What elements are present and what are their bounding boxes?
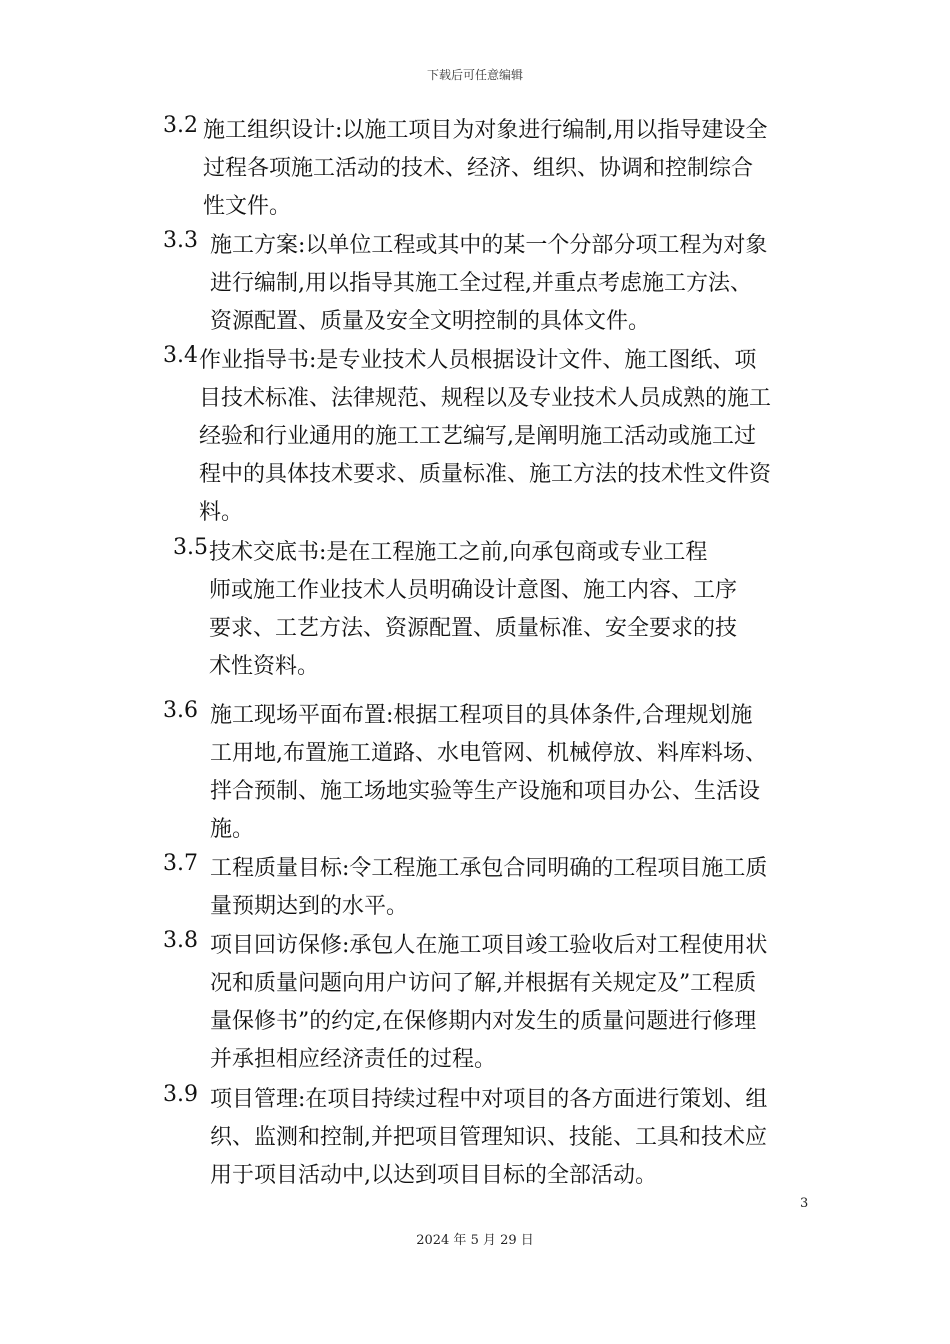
clause-text-line: 要求、工艺方法、资源配置、质量标准、安全要求的技	[209, 616, 738, 641]
clause-text-line: 程中的具体技术要求、质量标准、施工方法的技术性文件资	[199, 462, 772, 487]
clause-text-line: 施工现场平面布置:根据工程项目的具体条件,合理规划施	[210, 703, 753, 728]
clause-text-line: 进行编制,用以指导其施工全过程,并重点考虑施工方法、	[210, 271, 752, 296]
clause-text-line: 施工方案:以单位工程或其中的某一个分部分项工程为对象	[210, 233, 768, 258]
clause-text-line: 况和质量问题向用户访问了解,并根据有关规定及”工程质	[210, 971, 757, 996]
clause-number: 3.6	[163, 698, 198, 723]
clause-text-line: 料。	[199, 500, 244, 525]
clause-number: 3.7	[163, 851, 198, 876]
clause-text-line: 资源配置、质量及安全文明控制的具体文件。	[210, 309, 651, 334]
clause-text-line: 用于项目活动中,以达到项目目标的全部活动。	[210, 1163, 657, 1188]
clause-text-line: 织、监测和控制,并把项目管理知识、技能、工具和技术应	[210, 1125, 767, 1150]
clause-text-line: 过程各项施工活动的技术、经济、组织、协调和控制综合	[203, 156, 754, 181]
clause-number: 3.5	[173, 535, 208, 560]
clause-text-line: 项目回访保修:承包人在施工项目竣工验收后对工程使用状	[210, 933, 768, 958]
page-footer-date: 2024 年 5 月 29 日	[416, 1233, 534, 1248]
clause-text-line: 量保修书”的约定,在保修期内对发生的质量问题进行修理	[210, 1009, 757, 1034]
clause-text-line: 工程质量目标:令工程施工承包合同明确的工程项目施工质	[210, 856, 768, 881]
clause-number: 3.8	[163, 928, 198, 953]
clause-text-line: 目技术标准、法律规范、规程以及专业技术人员成熟的施工	[199, 386, 772, 411]
clause-text-line: 技术交底书:是在工程施工之前,向承包商或专业工程	[209, 540, 708, 565]
clause-text-line: 施。	[210, 817, 255, 842]
clause-text-line: 作业指导书:是专业技术人员根据设计文件、施工图纸、项	[199, 348, 757, 373]
clause-text-line: 施工组织设计:以施工项目为对象进行编制,用以指导建设全	[203, 118, 768, 143]
clause-text-line: 工用地,布置施工道路、水电管网、机械停放、料库料场、	[210, 741, 767, 766]
clause-text-line: 并承担相应经济责任的过程。	[210, 1047, 497, 1072]
clause-number: 3.4	[163, 343, 198, 368]
clause-text-line: 拌合预制、施工场地实验等生产设施和项目办公、生活设	[210, 779, 761, 804]
clause-text-line: 性文件。	[203, 194, 292, 219]
clause-text-line: 术性资料。	[209, 654, 320, 679]
page-number: 3	[800, 1196, 809, 1211]
page-header: 下载后可任意编辑	[426, 68, 523, 82]
clause-number: 3.3	[163, 228, 198, 253]
clause-number: 3.2	[163, 113, 198, 138]
clause-text-line: 项目管理:在项目持续过程中对项目的各方面进行策划、组	[210, 1087, 768, 1112]
clause-text-line: 经验和行业通用的施工工艺编写,是阐明施工活动或施工过	[199, 424, 756, 449]
clause-text-line: 师或施工作业技术人员明确设计意图、施工内容、工序	[209, 578, 738, 603]
clause-number: 3.9	[163, 1082, 198, 1107]
clause-text-line: 量预期达到的水平。	[210, 894, 409, 919]
